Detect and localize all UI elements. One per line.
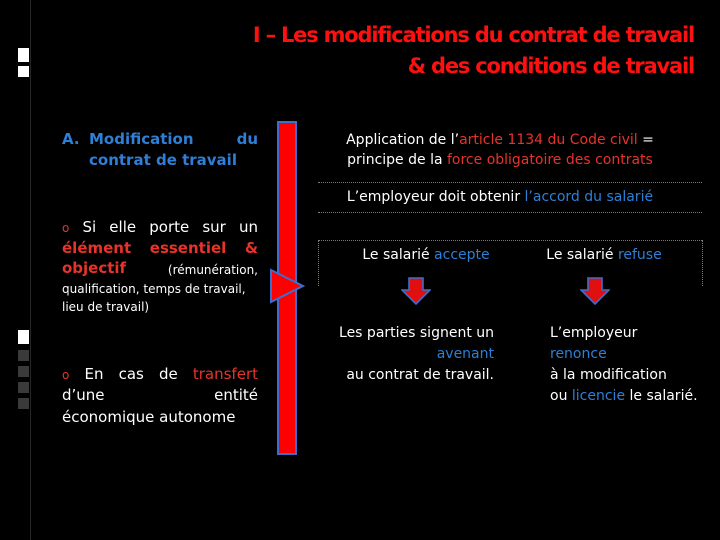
application-prefix: Application de l’	[346, 132, 460, 148]
bullet-1-detail-3: lieu de travail)	[62, 300, 150, 314]
decor-square	[18, 48, 29, 62]
bullet-1-line-1: Si elle porte sur un	[82, 218, 258, 236]
down-arrow-icon	[401, 277, 431, 305]
refuse-result-line-3: à la modification	[550, 367, 667, 383]
bullet-1-detail-2: qualification, temps de travail,	[62, 282, 246, 296]
accepte-label	[346, 245, 506, 265]
section-word-du: du	[236, 130, 258, 148]
application-box	[322, 130, 678, 170]
section-heading	[62, 129, 258, 171]
bullet-1-detail-1: (rémunération,	[167, 263, 258, 277]
application-article: article 1134 du Code civil	[459, 132, 638, 148]
divider	[318, 182, 702, 183]
refuse-result-line-1: L’employeur	[550, 325, 638, 341]
divider	[702, 240, 703, 286]
accepte-prefix: Le salarié	[362, 247, 435, 263]
bullet-2	[62, 364, 258, 427]
divider	[318, 212, 702, 213]
refuse-result-ou: ou	[550, 388, 572, 404]
accepte-result-line-1: Les parties signent un	[339, 325, 494, 341]
accord-prefix: L’employeur doit obtenir	[346, 189, 525, 205]
bullet-1	[62, 217, 258, 316]
bullet-2-line-2b: entité	[214, 386, 258, 404]
down-arrow-icon	[580, 277, 610, 305]
section-letter: A.	[62, 130, 80, 148]
bullet-2-transfert: transfert	[192, 365, 258, 383]
accord-highlight: l’accord du salarié	[524, 189, 654, 205]
bullet-marker: o	[62, 221, 70, 235]
accepte-highlight: accepte	[434, 247, 490, 263]
accord-line	[322, 187, 678, 207]
section-line-2: contrat de travail	[89, 151, 237, 169]
section-word-modification: Modification	[89, 130, 194, 148]
refuse-result-le-salarie: le salarié.	[625, 388, 698, 404]
refuse-result-renonce: renonce	[550, 346, 607, 362]
decor-square	[18, 330, 29, 344]
refuse-highlight: refuse	[617, 247, 662, 263]
decor-square	[18, 366, 29, 377]
decor-square	[18, 398, 29, 409]
decor-square	[18, 350, 29, 361]
application-line2-prefix: principe de la	[347, 152, 447, 168]
title-line-2: & des conditions de travail	[407, 54, 694, 78]
title-line-1: I – Les modifications du contrat de travail	[252, 23, 694, 47]
bullet-2-line-2a: d’une	[62, 386, 105, 404]
divider	[318, 240, 319, 286]
accepte-result-line-3: au contrat de travail.	[346, 367, 494, 383]
accepte-result	[322, 323, 494, 386]
bullet-1-element: élément essentiel &	[62, 239, 258, 257]
bullet-2-line-3: économique autonome	[62, 408, 236, 426]
decor-square	[18, 66, 29, 77]
bullet-marker: o	[62, 368, 70, 382]
big-red-arrow	[268, 118, 306, 458]
refuse-prefix: Le salarié	[546, 247, 618, 263]
page-title	[253, 20, 694, 82]
refuse-result	[550, 323, 716, 407]
decor-line	[30, 0, 31, 540]
bullet-1-objectif: objectif	[62, 259, 127, 277]
refuse-label	[524, 245, 684, 265]
application-force: force obligatoire des contrats	[446, 152, 653, 168]
accepte-result-avenant: avenant	[436, 346, 494, 362]
divider	[318, 240, 702, 241]
refuse-result-licencie: licencie	[571, 388, 626, 404]
decor-square	[18, 382, 29, 393]
bullet-2-en-cas: En cas de	[84, 365, 178, 383]
application-suffix: =	[637, 132, 654, 148]
